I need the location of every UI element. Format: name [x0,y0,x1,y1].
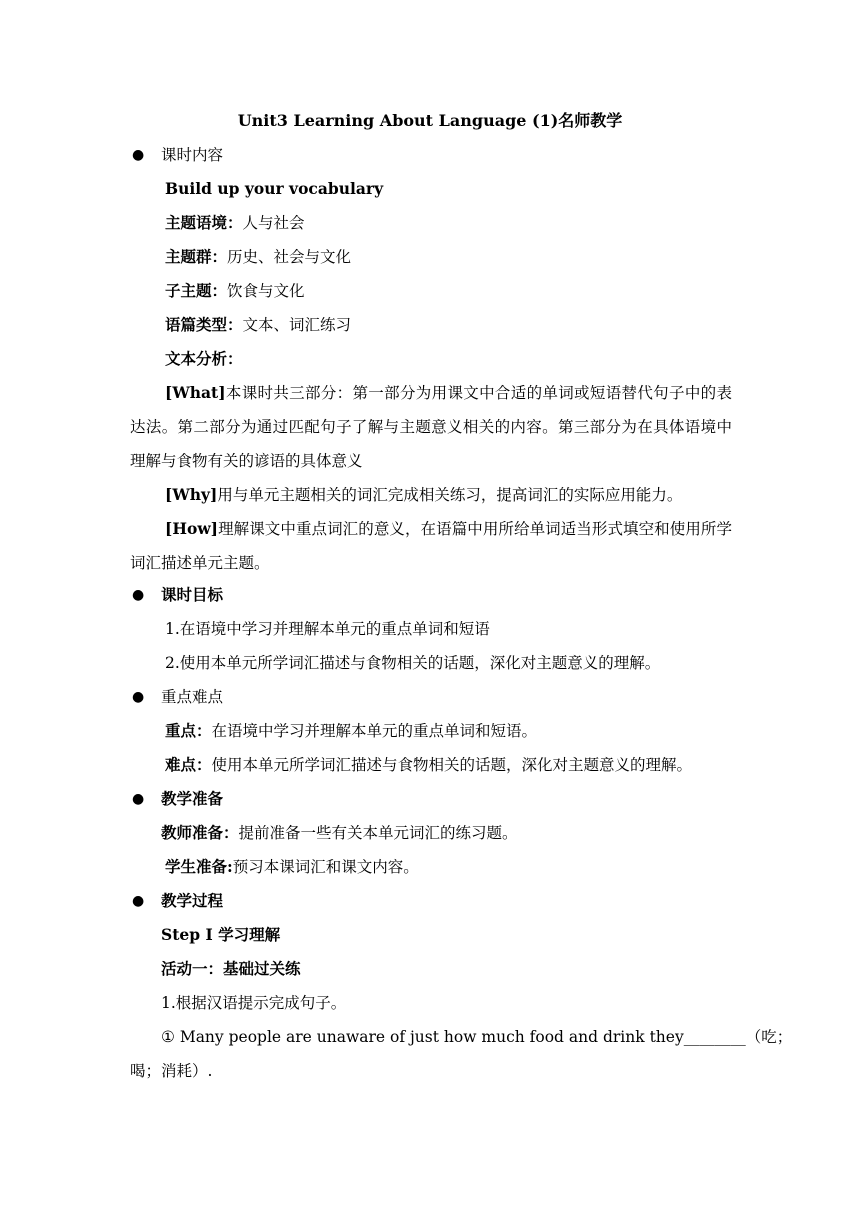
student-prep-line [165,856,419,878]
bullet-icon: ● [132,587,145,603]
question-line-2: 喝；消耗）. [130,1062,213,1080]
bullet-icon: ● [132,893,145,909]
theme-group-line [165,246,351,268]
section-heading-content: 课时内容 [161,146,224,164]
bullet-icon: ● [132,147,145,163]
section-heading-goals: 课时目标 [161,585,224,604]
what-text: 本课时共三部分：第一部分为用课文中合适的单词或短语替代句子中的表达法。第二部分为通过匹配句子了解与主题意义相关的内容。第三部分为在具体语境中理解与食物有关的谚语的具体意义 [130,384,732,470]
key-point-line [165,720,537,742]
text-type-label: 语篇类型： [165,315,243,334]
theme-group-value: 历史、社会与文化 [227,248,352,266]
text-analysis-label: 文本分析： [165,349,243,368]
section-heading-process: 教学过程 [161,891,224,910]
difficulty-text: 使用本单元所学词汇描述与食物相关的话题，深化对主题意义的理解。 [211,756,693,774]
task-instruction: 1.根据汉语提示完成句子。 [161,994,347,1012]
text-type-value: 文本、词汇练习 [242,316,352,334]
what-label: [What] [165,383,226,402]
how-label: [How] [165,519,218,538]
goal-item: 2.使用本单元所学词汇描述与食物相关的话题，深化对主题意义的理解。 [165,654,661,672]
sub-theme-line [165,280,305,302]
how-paragraph [130,512,732,580]
why-label: [Why] [165,485,218,504]
vocab-title: Build up your vocabulary [165,179,384,198]
teacher-prep-text: 提前准备一些有关本单元词汇的练习题。 [238,824,518,842]
difficulty-line [165,754,692,776]
step-heading: Step I 学习理解 [161,925,281,944]
sub-theme-value: 饮食与文化 [227,282,305,300]
sub-theme-label: 子主题： [165,281,228,300]
text-type-line [165,314,351,336]
difficulty-label: 难点： [165,755,212,774]
key-point-text: 在语境中学习并理解本单元的重点单词和短语。 [211,722,538,740]
theme-context-value: 人与社会 [242,214,305,232]
how-text: 理解课文中重点词汇的意义，在语篇中用所给单词适当形式填空和使用所学词汇描述单元主题。 [130,520,732,572]
theme-context-line [165,212,305,234]
key-point-label: 重点： [165,721,212,740]
what-paragraph [130,376,732,478]
page-title: Unit3 Learning About Language (1)名师教学 [237,111,623,130]
teacher-prep-label: 教师准备： [161,823,239,842]
section-heading-keypoints: 重点难点 [161,688,224,706]
activity-heading: 活动一：基础过关练 [161,959,301,978]
bullet-icon: ● [132,689,145,705]
bullet-icon: ● [132,791,145,807]
why-paragraph [130,478,732,512]
student-prep-label: 学生准备: [165,857,233,876]
why-text: 用与单元主题相关的词汇完成相关练习，提高词汇的实际应用能力。 [217,486,683,504]
theme-group-label: 主题群： [165,247,228,266]
teacher-prep-line [161,822,518,844]
question-line-1: ① Many people are unaware of just how much food and drink they________（吃； [161,1028,793,1046]
section-heading-preparation: 教学准备 [161,789,224,808]
student-prep-text: 预习本课词汇和课文内容。 [232,858,419,876]
goal-item: 1.在语境中学习并理解本单元的重点单词和短语 [165,620,490,638]
theme-context-label: 主题语境： [165,213,243,232]
